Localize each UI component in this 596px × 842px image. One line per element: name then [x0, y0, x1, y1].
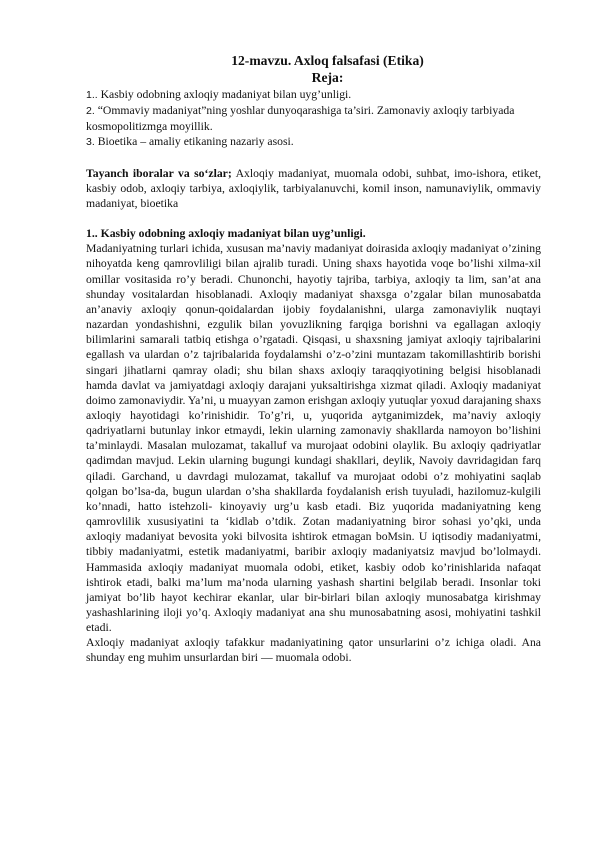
- plan-item: [86, 103, 541, 134]
- plan-item-text: “Ommaviy madaniyat”ning yoshlar dunyoqarashiga ta’siri. Zamonaviy axloqiy tarbiyada kosmopolitizmga moyillik.: [86, 104, 515, 134]
- plan-item: [86, 87, 541, 103]
- keywords-label: Tayanch iboralar va so‘zlar;: [86, 166, 232, 180]
- section-heading: 1.. Kasbiy odobning axloqiy madaniyat bilan uyg’unligi.: [86, 227, 366, 241]
- plan-item-text: Kasbiy odobning axloqiy madaniyat bilan uyg’unligi.: [100, 88, 352, 101]
- plan-item-text: Bioetika – amaliy etikaning nazariy asosi.: [97, 135, 294, 149]
- plan-heading: Reja:: [311, 70, 344, 85]
- plan-list: [86, 87, 541, 151]
- plan-item-number: 2.: [86, 105, 95, 118]
- plan-item: [86, 134, 541, 150]
- document-title: 12-mavzu. Axloq falsafasi (Etika): [231, 53, 424, 68]
- closing-paragraph: Axloqiy madaniyat axloqiy tafakkur madaniyatining qator unsurlarini o’z ichiga oladi. Ana shunday eng muhim unsurlardan biri — muomala odobi.: [86, 636, 541, 665]
- body-paragraph: Madaniyatning turlari ichida, xususan ma’naviy madaniyat doirasida axloqiy madaniyat o’zining nihoyatda keng qamrovliligi bilan ajralib turadi. Uning shaxs hayotida voqe bo’lishi xilma-xil omillar vositasida ro’y beradi. Chunonchi, hayotiy tajriba, tarbiya, axloqiy ta lim, san’at ana shunday vositalardan hisoblanadi. Axloqiy madaniyat shaxsga o’zgalar bilan munosabatda an’anaviy axloqiy qonun-qoidalardan ijobiy foydalanishni, ularga zamonaviylik nuqtayi nazardan yondashishni, ezgulik bilan yovuzlikning farqiga borishni va egallagan axloqiy bilimlarini samarali tatbiq etishga o’rgatadi. Qisqasi, u shaxsning jamiyat axloqiy tajribalarini egallash va ulardan o’z tajribalarida foydalamshi o’z-o’zini muntazam takomillashtirib borishi singari jihatlarni qamray oladi; shu bilan shaxs axloqiy taraqqiyotining belgisi hisoblanadi hamda davlat va jamiyatdagi axloqiy darajani yuksaltirishga xizmat qiladi. Axloqiy madaniyat doimo zamonaviydir. Ya’ni, u muayyan zamon erishgan axloqiy yutuqlar yoxud darajaning shaxs axloqiy hayotidagi ko’rinishidir. To’g’ri, u, yuqorida aytganimizdek, ma’naviy axloqiy qadriyatlarni butunlay inkor etmaydi, lekin ularning zamonaviy shakllarda namoyon bo’lishini ta’minlaydi. Masalan mulozamat, takalluf va murojaat odobini olaylik. Bu axloqiy qadriyatlar qadimdan mavjud. Lekin ularning bugungi kundagi shakllari, deylik, Navoiy davridagidan farq qiladi. Garchand, u davrdagi mulozamat, takalluf va murojaat odobi o’z mohiyatini saqlab qolgan bo’lsa-da, bugun ulardan o’sha shakllarda foydalanish erish tuyuladi, hazilomuz-kulgili ko’nnadi, hatto istehzoli- kinoyaviy urg’u kasb etadi. Biz yuqorida madaniyatning keng qamrovlilik xususiyatini ta ‘kidlab o’tdik. Zotan madaniyatning biror sohasi yo’qki, unda axloqiy madaniyat bevosita yoki bilvosita ishtirok etmagan boMsin. U iqtisodiy madaniyatmi, tibbiy madaniyatmi, estetik madaniyatmi, baribir axloqiy madaniyatsiz mavjud bo’lolmaydi. Hammasida axloqiy madaniyat muomala odobi, etiket, kasbiy odob ko’rinishlarida nafaqat ishtirok etadi, balki ma’lum ma’noda ularning yashash shartini belgilab beradi. Insonlar toki jamiyat bo’lib hayot kechirar ekanlar, ular bir-birlari bilan axloqiy munosabatga kirishmay yashashlarining iloji yo’q. Axloqiy madaniyat ana shu munosabatning asosi, mohiyatini tashkil etadi.: [86, 242, 541, 635]
- keywords-paragraph: [86, 166, 541, 211]
- plan-item-number: 3.: [86, 136, 95, 149]
- spacer: [86, 151, 541, 166]
- spacer: [86, 211, 541, 226]
- plan-item-number: 1..: [86, 89, 98, 101]
- keywords-text: Axloqiy madaniyat, muomala odobi, suhbat, imo-ishora, etiket, kasbiy odob, axloqiy tarbiya, axloqiylik, tarbiyalanuvchi, komil inson, namunaviylik, ommaviy madaniyat, bioetika: [86, 166, 541, 210]
